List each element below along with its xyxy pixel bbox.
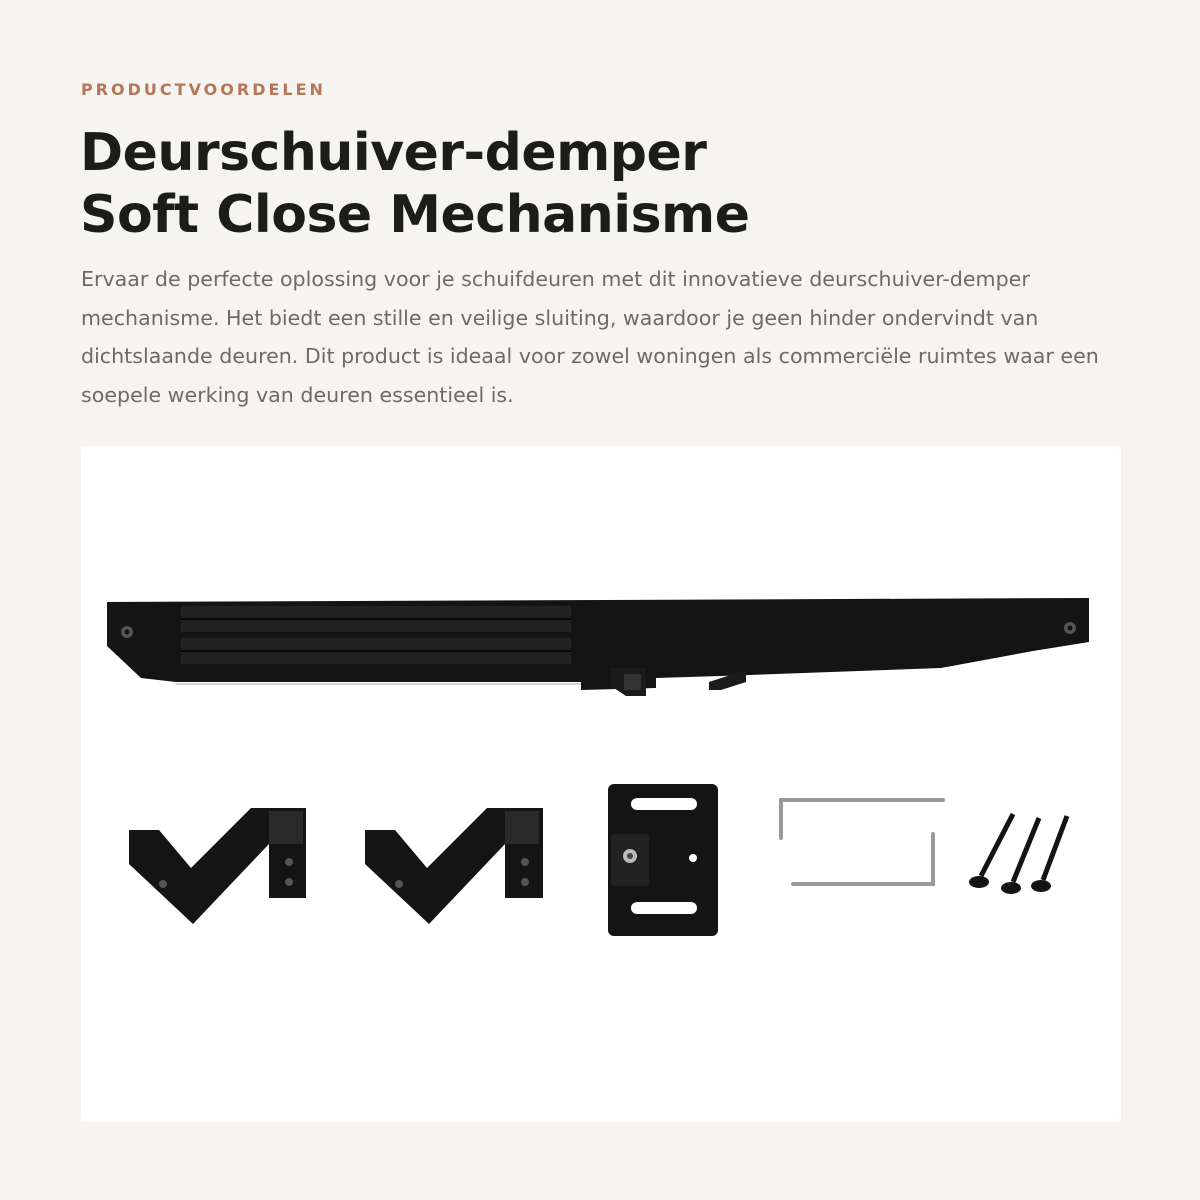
product-description: Ervaar de perfecte oplossing voor je schuifdeuren met dit innovatieve deurschuiver-demper mechanisme. Het biedt een stille en veilige sluiting, waardoor je geen hinder ondervindt van dichtslaande deuren. Dit product is ideaal voor zowel woningen als commerciële ruimtes waar een soepele werking van deuren essentieel is. bbox=[81, 267, 1099, 407]
hex-key bbox=[781, 800, 943, 884]
mounting-bracket bbox=[129, 808, 306, 924]
title-line-1: Deurschuiver-demper bbox=[80, 123, 707, 183]
damper-rail bbox=[107, 598, 1089, 696]
stopper-plate bbox=[608, 784, 718, 936]
eyebrow-label: PRODUCTVOORDELEN bbox=[81, 80, 326, 99]
title-line-2: Soft Close Mechanisme bbox=[80, 185, 750, 245]
page-title bbox=[80, 122, 1120, 246]
screw bbox=[969, 814, 1013, 888]
product-image bbox=[81, 446, 1121, 1122]
mounting-bracket bbox=[365, 808, 543, 924]
